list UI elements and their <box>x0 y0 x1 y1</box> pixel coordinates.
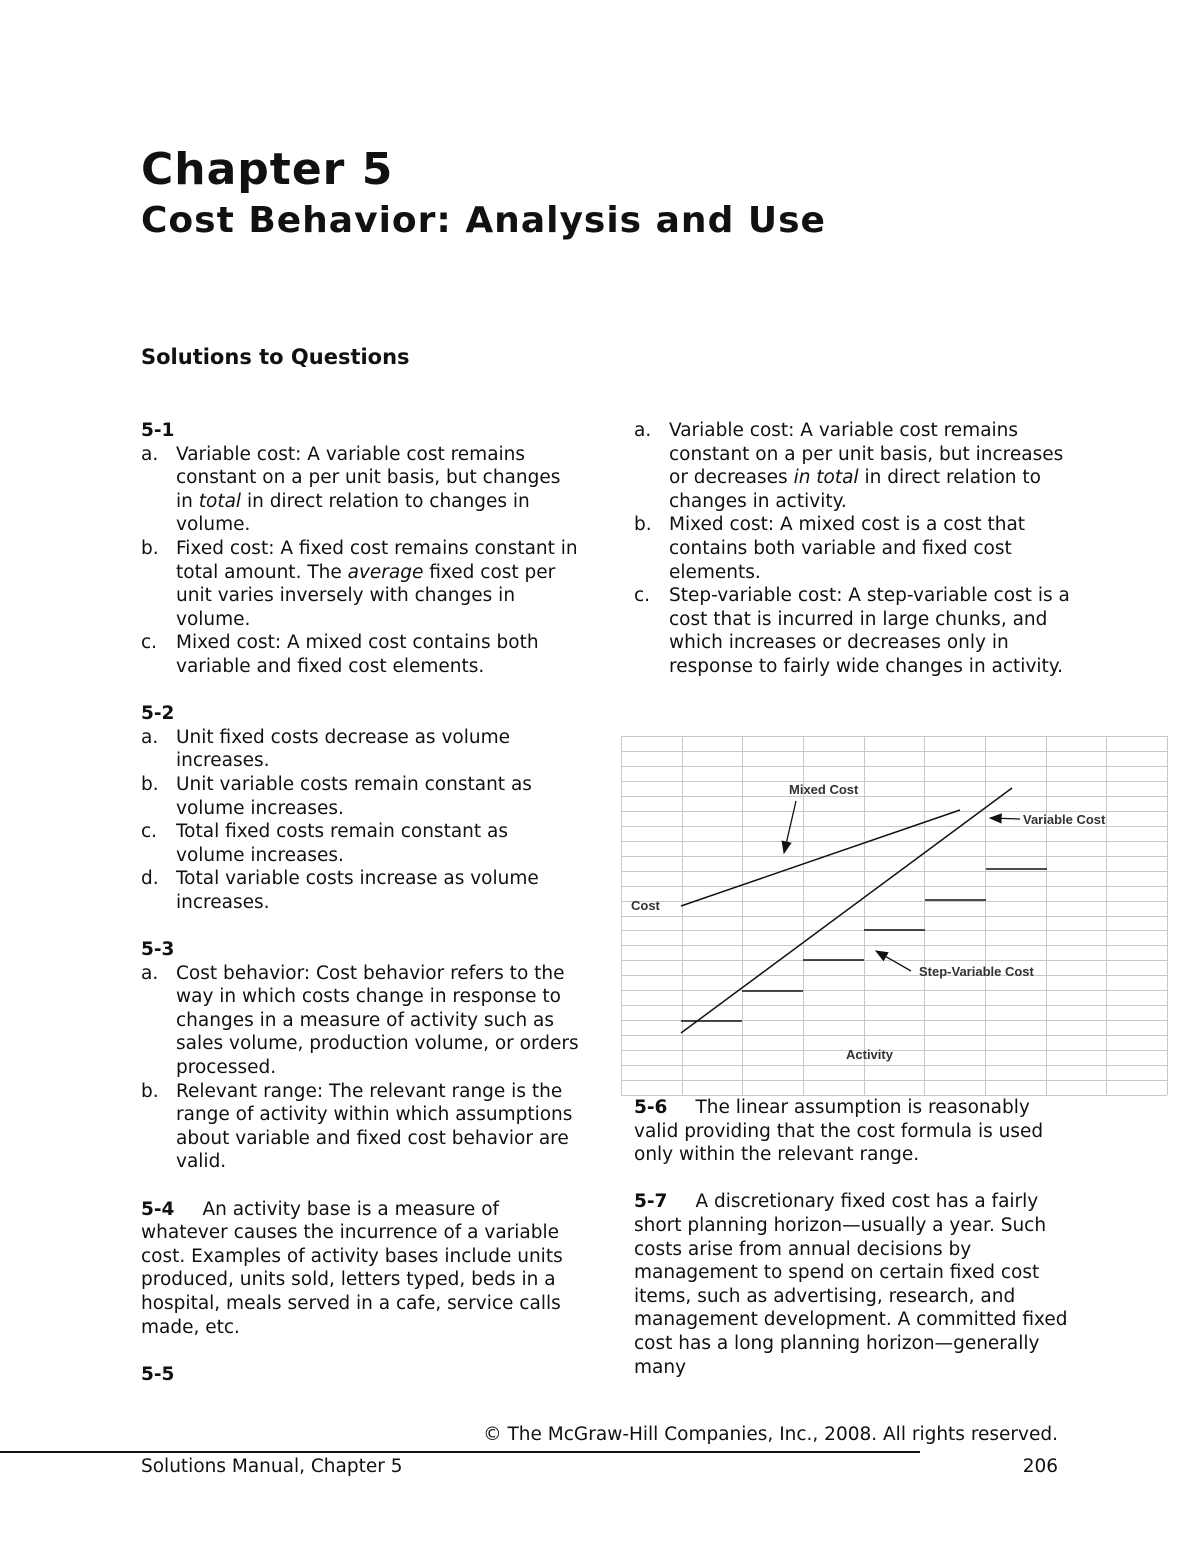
variable-cost-label: Variable Cost <box>1023 812 1106 827</box>
right-column-continued <box>634 1096 1074 1379</box>
question-number-5-1: 5-1 <box>141 420 175 441</box>
cost-behavior-diagram <box>620 735 1168 1097</box>
item-label: b. <box>634 514 652 536</box>
x-axis-label: Activity <box>846 1047 893 1062</box>
item-label: b. <box>141 1080 159 1102</box>
list-item <box>141 631 581 678</box>
item-text <box>669 419 1074 513</box>
list-item <box>141 443 581 537</box>
item-label: a. <box>141 726 159 748</box>
item-text: Unit fixed costs decrease as volume increases. <box>176 726 510 772</box>
item-text: Step-variable cost: A step-variable cost is a cost that is incurred in large chunks, and which increases or decreases only in response to fairly wide changes in activity. <box>669 585 1070 677</box>
variable-cost-arrow <box>990 818 1020 819</box>
item-label: a. <box>141 443 159 465</box>
page-number: 206 <box>1022 1456 1058 1477</box>
question-text: A discretionary fixed cost has a fairly short planning horizon—usually a year. Such costs arise from annual decisions by management to spend on certain fixed cost items, such as advertising, research, and management development. A committed fixed cost has a long planning horizon—generally many <box>634 1191 1068 1378</box>
item-text-part: in direct relation to changes in volume. <box>176 490 530 536</box>
item-label: c. <box>141 632 158 654</box>
question-5-4 <box>141 1198 581 1340</box>
footer-title: Solutions Manual, Chapter 5 <box>141 1456 403 1477</box>
item-text-part: Fixed cost: A fixed cost remains constant in total amount. The <box>176 537 578 583</box>
list-item <box>141 537 581 631</box>
chapter-title: Chapter 5 <box>141 144 394 195</box>
item-text-emphasis: average <box>347 561 424 583</box>
item-text: Total variable costs increase as volume increases. <box>176 868 539 913</box>
question-text: An activity base is a measure of whatever causes the incurrence of a variable cost. Examples of activity bases include units produced, units sold, letters typed, beds in a hospital, meals served in a cafe, service calls made, etc. <box>141 1198 563 1338</box>
list-item <box>141 1080 581 1174</box>
item-text-part: in direct relation to changes in activity. <box>669 467 1041 512</box>
item-label: c. <box>141 821 158 843</box>
list-item <box>141 726 581 773</box>
question-number-5-4: 5-4 <box>141 1198 175 1220</box>
item-text: Relevant range: The relevant range is the range of activity within which assumptions about variable and fixed cost behavior are valid. <box>176 1080 573 1173</box>
step-variable-cost-label: Step-Variable Cost <box>919 964 1034 979</box>
list-item <box>634 419 1074 513</box>
list-item <box>634 513 1074 584</box>
footer-divider <box>0 1451 920 1453</box>
question-number-5-5: 5-5 <box>141 1363 175 1385</box>
question-5-7 <box>634 1190 1074 1379</box>
item-label: a. <box>141 962 159 984</box>
question-number-5-6: 5-6 <box>634 1097 668 1118</box>
item-label: c. <box>634 585 651 607</box>
chapter-subtitle: Cost Behavior: Analysis and Use <box>141 200 826 241</box>
question-number-5-7: 5-7 <box>634 1191 668 1213</box>
item-text-part: fixed cost per unit varies inversely with changes in volume. <box>176 561 556 630</box>
question-5-6 <box>634 1096 1074 1167</box>
item-text <box>176 537 581 631</box>
left-column <box>141 419 581 1386</box>
item-text-part: Variable cost: A variable cost remains constant on a per unit basis, but increases or decreases <box>669 420 1064 489</box>
item-text: Unit variable costs remain constant as volume increases. <box>176 773 532 819</box>
item-text: Mixed cost: A mixed cost is a cost that contains both variable and fixed cost elements. <box>669 514 1026 583</box>
question-number-5-2: 5-2 <box>141 703 175 725</box>
list-item <box>141 867 581 914</box>
list-item <box>634 584 1074 678</box>
list-item <box>141 773 581 820</box>
list-item <box>141 820 581 867</box>
item-text: Cost behavior: Cost behavior refers to the way in which costs change in response to changes in a measure of activity such as sales volume, production volume, or orders processed. <box>176 962 579 1079</box>
item-text <box>176 443 581 537</box>
question-number-5-3: 5-3 <box>141 939 175 961</box>
mixed-cost-label: Mixed Cost <box>789 782 859 797</box>
item-label: d. <box>141 868 159 890</box>
item-label: b. <box>141 537 159 559</box>
right-column <box>634 419 1074 679</box>
list-item <box>141 962 581 1080</box>
chart-grid <box>621 736 1168 1096</box>
item-label: b. <box>141 773 159 795</box>
item-label: a. <box>634 420 652 441</box>
item-text: Total fixed costs remain constant as volume increases. <box>176 821 508 866</box>
item-text-part: Variable cost: A variable cost remains constant on a per unit basis, but changes in <box>176 443 561 512</box>
item-text-emphasis: in total <box>793 467 859 489</box>
item-text: Mixed cost: A mixed cost contains both variable and fixed cost elements. <box>176 632 539 677</box>
y-axis-label: Cost <box>631 898 660 913</box>
item-text-emphasis: total <box>198 490 242 512</box>
variable-cost-line <box>681 788 1012 1033</box>
section-heading: Solutions to Questions <box>141 345 410 369</box>
copyright-notice: © The McGraw-Hill Companies, Inc., 2008. All rights reserved. <box>483 1424 1058 1445</box>
question-text: The linear assumption is reasonably valid providing that the cost formula is used only within the relevant range. <box>634 1097 1044 1166</box>
